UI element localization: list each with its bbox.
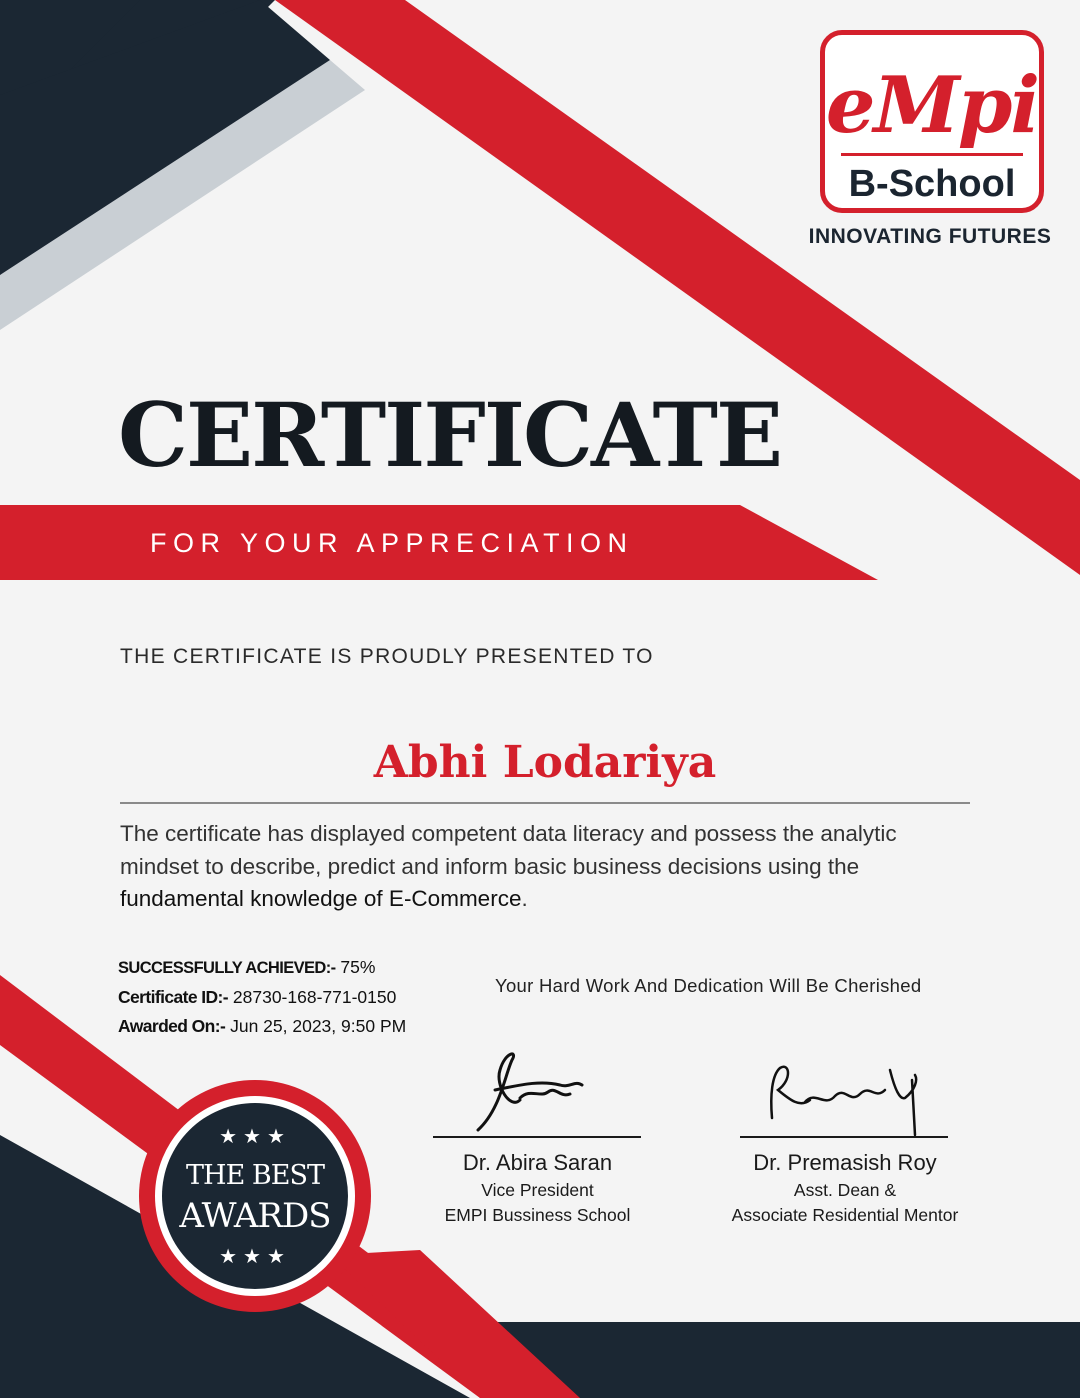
signatory-org: Associate Residential Mentor — [731, 1205, 959, 1225]
certificate-description — [120, 818, 970, 916]
signature-line-saran — [433, 1136, 641, 1138]
logo-school: B-School — [848, 163, 1016, 205]
description-highlight: fundamental knowledge of E-Commerce — [120, 886, 522, 911]
certificate-title: CERTIFICATE — [118, 383, 782, 487]
signatory-role: Asst. Dean & — [793, 1180, 897, 1200]
signatory-roy — [700, 1148, 990, 1228]
certificate-id-label: Certificate ID:- — [118, 987, 229, 1007]
signature-line-roy — [740, 1136, 948, 1138]
certificate-id-row — [118, 983, 406, 1012]
signatory-saran — [410, 1148, 665, 1228]
seal-line2: AWARDS — [179, 1196, 331, 1236]
certificate-meta — [118, 953, 406, 1041]
signature-saran — [478, 1054, 582, 1130]
description-end: . — [521, 886, 528, 911]
certificate-id-value: 28730-168-771-0150 — [232, 987, 397, 1007]
empi-logo — [820, 30, 1044, 213]
seal-stars-bottom: ★★★ — [219, 1246, 291, 1268]
achieved-row — [118, 953, 406, 983]
cherish-message: Your Hard Work And Dedication Will Be Cherished — [495, 975, 922, 996]
achieved-label: SUCCESSFULLY ACHIEVED:- — [118, 959, 336, 977]
logo-tagline: INNOVATING FUTURES — [808, 225, 1052, 248]
seal-line1: THE BEST — [186, 1160, 324, 1191]
awarded-value: Jun 25, 2023, 9:50 PM — [230, 1016, 407, 1036]
recipient-name: Abhi Lodariya — [373, 737, 717, 788]
awarded-row — [118, 1012, 406, 1041]
logo-brand: eMpi — [825, 60, 1039, 151]
presented-to-label: THE CERTIFICATE IS PROUDLY PRESENTED TO — [120, 645, 654, 668]
banner-subtitle: FOR YOUR APPRECIATION — [150, 528, 634, 558]
signatory-role: Vice President — [481, 1180, 594, 1200]
signatory-org: EMPI Bussiness School — [444, 1205, 631, 1225]
signatory-name: Dr. Abira Saran — [462, 1150, 613, 1175]
awarded-label: Awarded On:- — [118, 1016, 226, 1036]
signatory-name: Dr. Premasish Roy — [753, 1150, 937, 1175]
seal-stars-top: ★★★ — [219, 1126, 291, 1148]
name-underline — [120, 802, 970, 804]
description-text: The certificate has displayed competent data literacy and possess the analytic mindset to describe, predict and inform basic business decisions using the — [120, 821, 897, 879]
signature-roy — [771, 1067, 916, 1135]
achieved-value: 75% — [340, 957, 376, 977]
logo-divider — [841, 153, 1023, 156]
